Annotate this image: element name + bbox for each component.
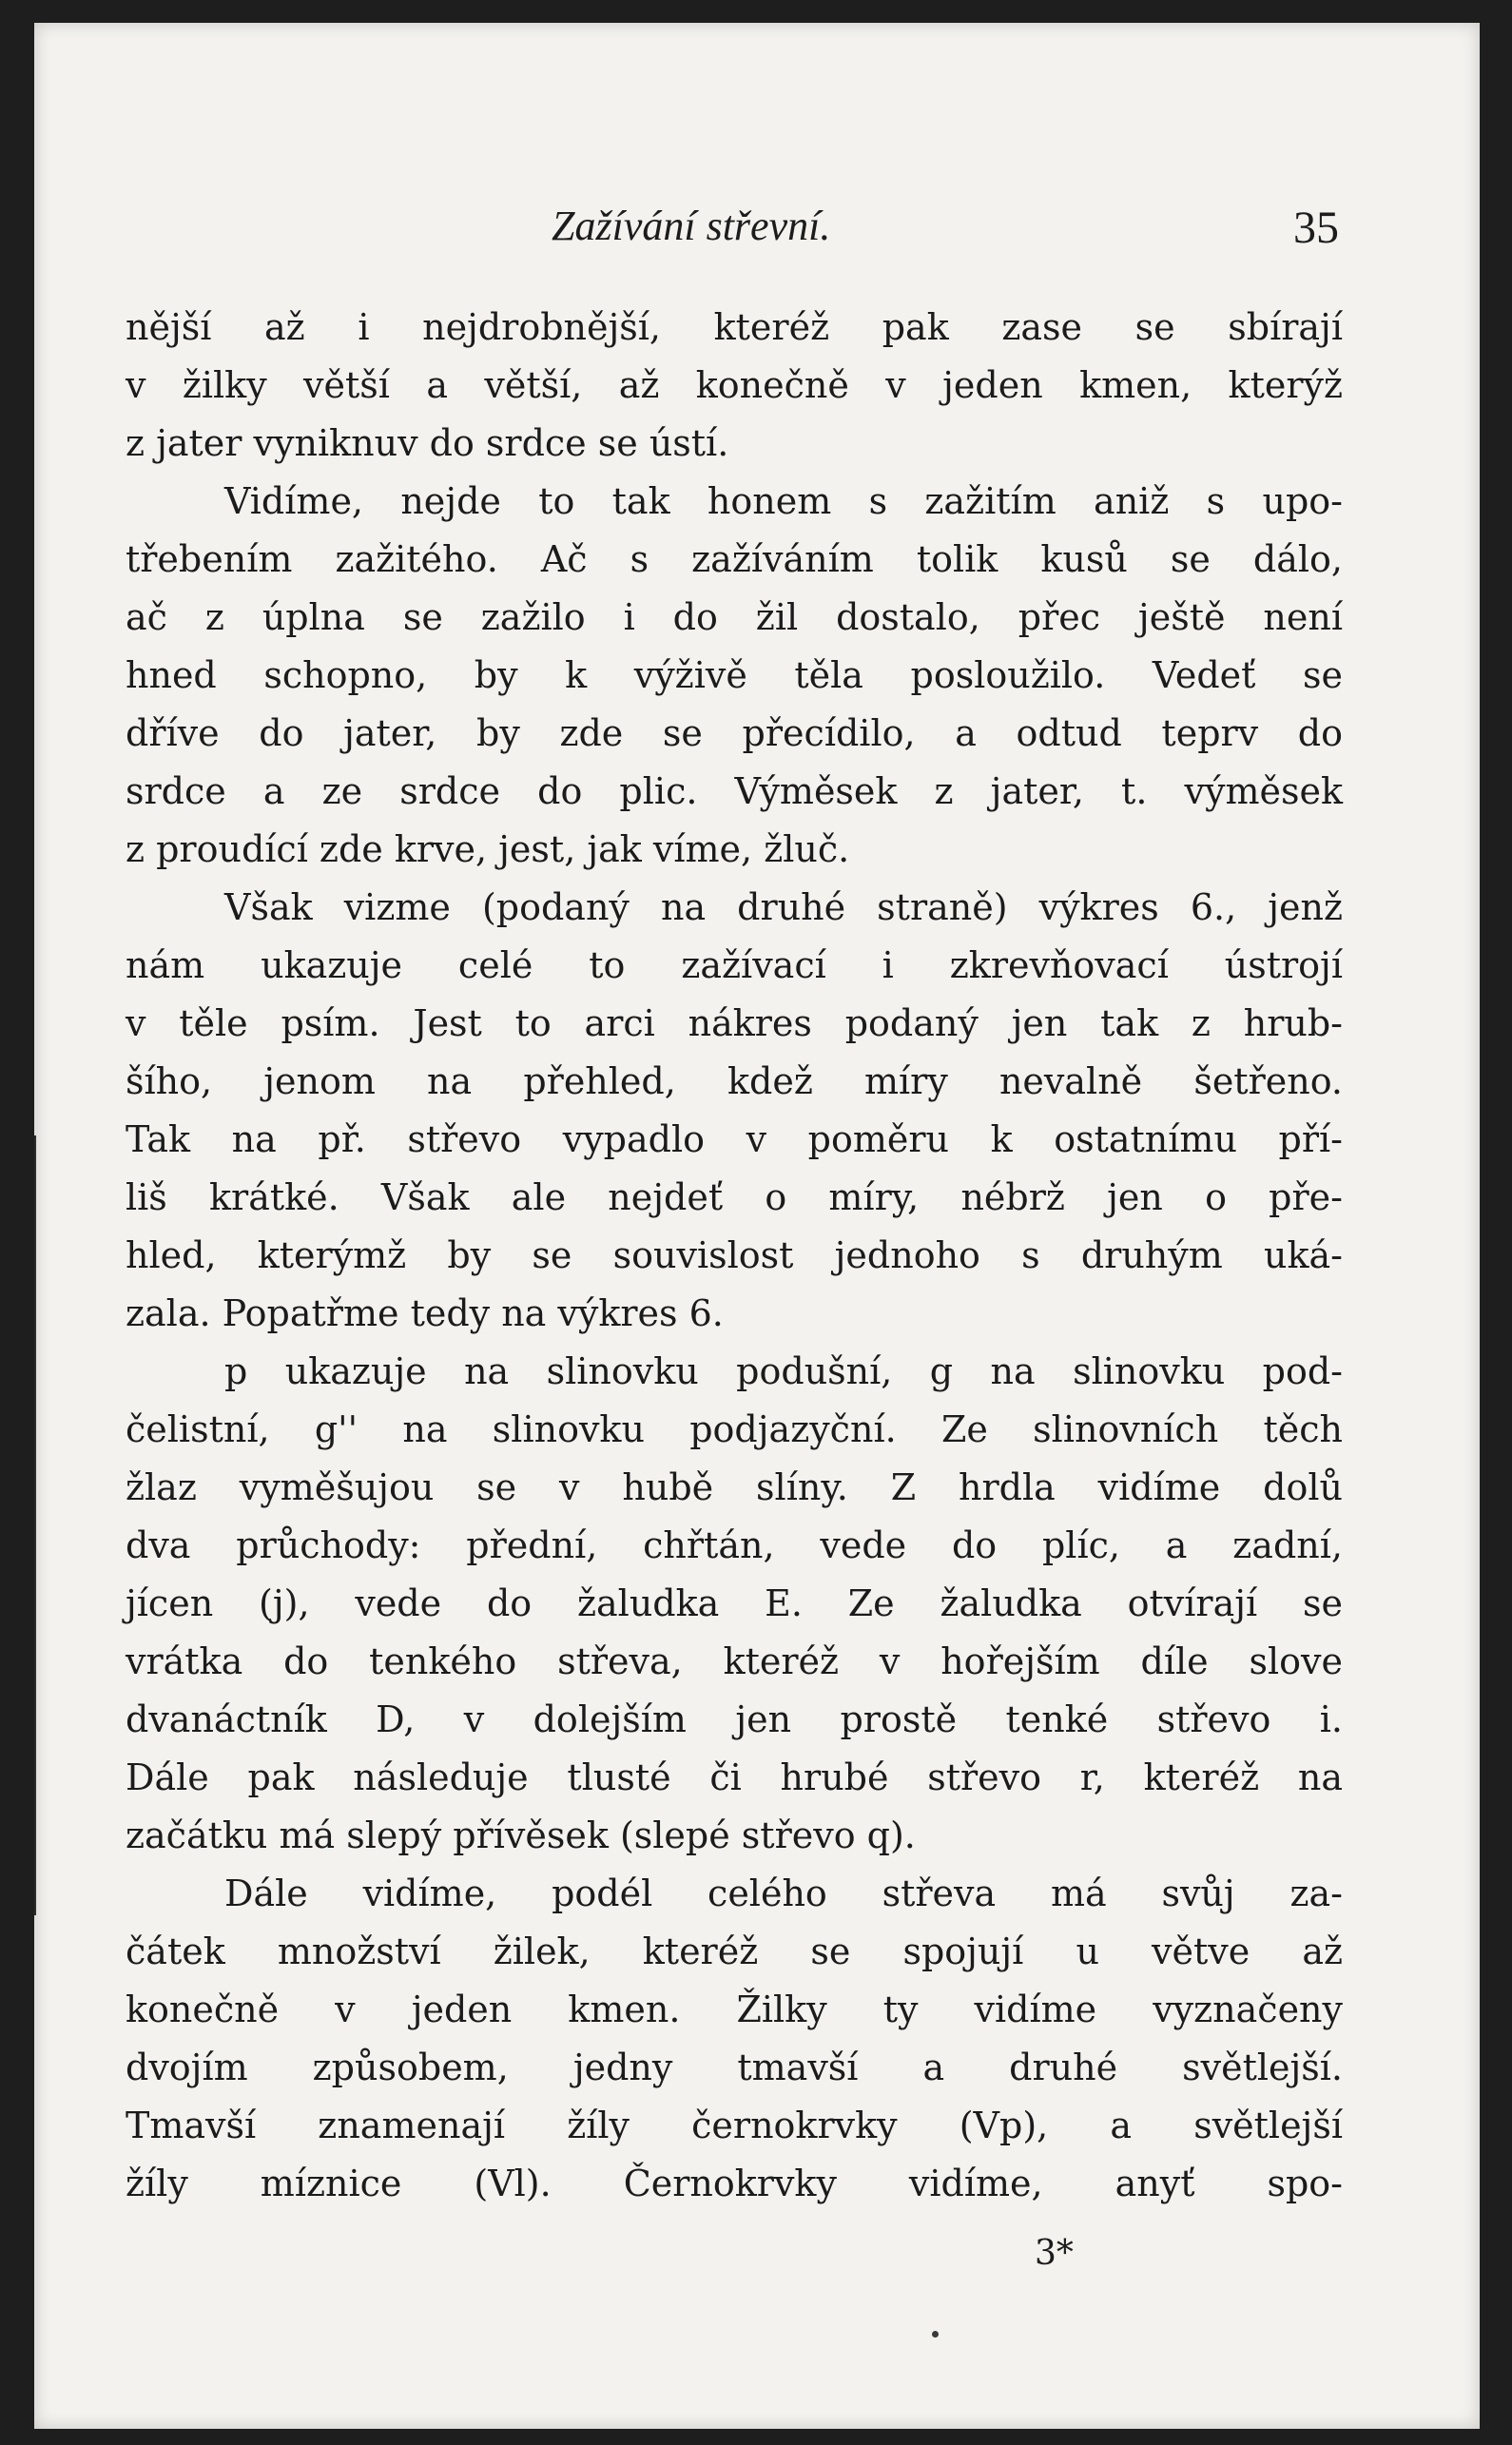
text-line: dříve do jater, by zde se přecídilo, a odtud teprv do (126, 712, 1343, 754)
text-line: dva průchody: přední, chřtán, vede do plíc, a zadní, (126, 1524, 1343, 1566)
text-line: Tak na př. střevo vypadlo v poměru k ostatnímu pří- (126, 1118, 1343, 1160)
text-line: třebením zažitého. Ač s zažíváním tolik kusů se dálo, (126, 538, 1343, 580)
text-line: Tmavší znamenají žíly černokrvky (Vp), a světlejší (126, 2105, 1343, 2146)
text-line: dvanáctník D, v dolejším jen prostě tenké střevo i. (126, 1698, 1343, 1740)
text-line: v žilky větší a větší, až konečně v jeden kmen, kterýž (126, 364, 1343, 406)
text-line: nám ukazuje celé to zažívací i zkrevňovací ústrojí (126, 944, 1343, 986)
book-page (34, 23, 1480, 2429)
text-line: hled, kterýmž by se souvislost jednoho s druhým uká- (126, 1234, 1343, 1276)
text-line: žíly míznice (Vl). Černokrvky vidíme, anyť spo- (126, 2163, 1343, 2204)
text-line: žlaz vyměšujou se v hubě slíny. Z hrdla vidíme dolů (126, 1466, 1343, 1508)
left-edge-rule (34, 1135, 36, 1915)
text-line: srdce a ze srdce do plic. Výměsek z jater, t. výměsek (126, 770, 1343, 812)
text-line: v těle psím. Jest to arci nákres podaný jen tak z hrub- (126, 1002, 1343, 1044)
text-line: dvojím způsobem, jedny tmavší a druhé světlejší. (126, 2047, 1343, 2088)
text-line: Však vizme (podaný na druhé straně) výkres 6., jenž (224, 886, 1343, 928)
text-line: Vidíme, nejde to tak honem s zažitím aniž s upo- (224, 480, 1343, 522)
text-line: čátek množství žilek, kteréž se spojují u větve až (126, 1931, 1343, 1972)
text-line: konečně v jeden kmen. Žilky ty vidíme vyznačeny (126, 1989, 1343, 2030)
text-line: nější až i nejdrobnější, kteréž pak zase se sbírají (126, 306, 1343, 348)
body-text (126, 299, 1343, 2213)
signature-mark: 3* (1035, 2234, 1074, 2273)
text-line: Dále pak následuje tlusté či hrubé střevo r, kteréž na (126, 1756, 1343, 1798)
text-line: liš krátké. Však ale nejdeť o míry, nébrž jen o pře- (126, 1176, 1343, 1218)
page-number: 35 (1293, 203, 1339, 253)
text-line: zala. Popatřme tedy na výkres 6. (126, 1292, 724, 1334)
text-line: začátku má slepý přívěsek (slepé střevo q). (126, 1814, 916, 1856)
running-title: Zažívání střevní. (552, 203, 831, 249)
text-line: čelistní, g'' na slinovku podjazyční. Ze slinovních těch (126, 1408, 1343, 1450)
text-line: p ukazuje na slinovku podušní, g na slinovku pod- (224, 1350, 1343, 1392)
text-line: šího, jenom na přehled, kdež míry nevalně šetřeno. (126, 1060, 1343, 1102)
text-line: Dále vidíme, podél celého střeva má svůj za- (224, 1873, 1343, 1914)
page-header (34, 202, 1480, 268)
text-line: jícen (j), vede do žaludka E. Ze žaludka otvírají se (126, 1582, 1343, 1624)
text-line: ač z úplna se zažilo i do žil dostalo, přec ještě není (126, 596, 1343, 638)
text-line: hned schopno, by k výživě těla posloužilo. Vedeť se (126, 654, 1343, 696)
ink-dot (932, 2331, 939, 2338)
text-line: vrátka do tenkého střeva, kteréž v hořejším díle slove (126, 1640, 1343, 1682)
text-line: z jater vyniknuv do srdce se ústí. (126, 422, 729, 464)
text-line: z proudící zde krve, jest, jak víme, žluč. (126, 828, 850, 870)
